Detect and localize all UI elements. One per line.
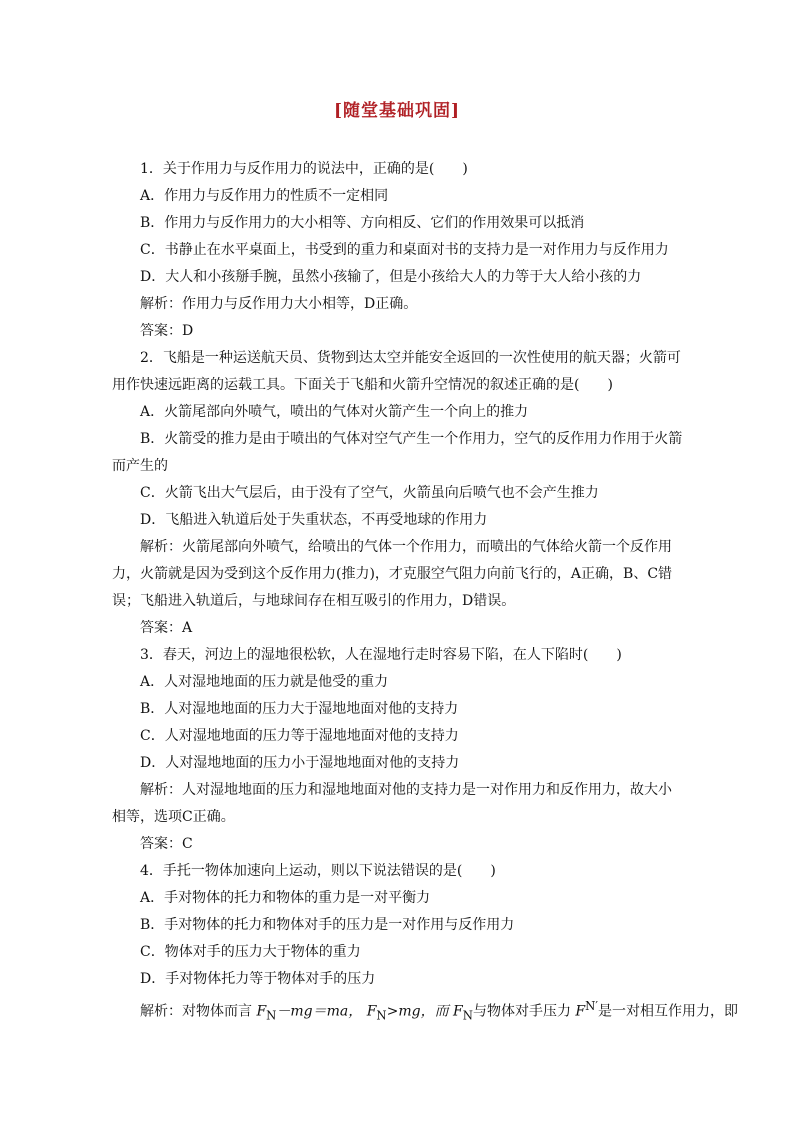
q2-answer: 答案：A xyxy=(140,620,193,636)
q3-answer: 答案：C xyxy=(140,836,193,852)
force-symbol: F xyxy=(453,1003,463,1020)
force-superscript: N′ xyxy=(585,999,598,1013)
q2-analysis-line2: 力，火箭就是因为受到这个反作用力(推力)，才克服空气阻力向前飞行的，A正确，B、C错 xyxy=(112,566,673,582)
analysis-end-text: 是一对相互作用力，即 xyxy=(597,1003,738,1020)
q4-option-b: B．手对物体的托力和物体对手的压力是一对作用与反作用力 xyxy=(140,917,515,933)
section-title: [随堂基础巩固] xyxy=(333,101,461,121)
q2-analysis-line1: 解析：火箭尾部向外喷气，给喷出的气体一个作用力，而喷出的气体给火箭一个反作用 xyxy=(140,539,672,555)
force-symbol: F xyxy=(575,1003,586,1020)
q2-option-a: A．火箭尾部向外喷气，喷出的气体对火箭产生一个向上的推力 xyxy=(140,404,529,420)
q3-option-b: B．人对湿地地面的压力大于湿地地面对他的支持力 xyxy=(140,701,459,717)
inequality-text: >mg，而 xyxy=(386,1003,449,1020)
force-symbol: F xyxy=(256,1003,267,1020)
q4-option-d: D．手对物体托力等于物体对手的压力 xyxy=(140,971,376,987)
q2-option-c: C．火箭飞出大气层后，由于没有了空气，火箭虽向后喷气也不会产生推力 xyxy=(140,485,599,501)
q3-stem: 3．春天，河边上的湿地很松软，人在湿地行走时容易下陷，在人下陷时( ) xyxy=(140,647,622,663)
q2-stem-line2: 用作快速远距离的运载工具。下面关于飞船和火箭升空情况的叙述正确的是( ) xyxy=(112,377,613,393)
q4-stem: 4．手托一物体加速向上运动，则以下说法错误的是( ) xyxy=(140,863,496,879)
q3-option-d: D．人对湿地地面的压力小于湿地地面对他的支持力 xyxy=(140,755,460,771)
q3-option-c: C．人对湿地地面的压力等于湿地地面对他的支持力 xyxy=(140,728,459,744)
q1-option-b: B．作用力与反作用力的大小相等、方向相反、它们的作用效果可以抵消 xyxy=(140,215,585,231)
q3-analysis-line2: 相等，选项C正确。 xyxy=(112,809,235,825)
q2-analysis-line3: 误；飞船进入轨道后，与地球间存在相互吸引的作用力，D错误。 xyxy=(112,593,516,609)
q4-option-c: C．物体对手的压力大于物体的重力 xyxy=(140,944,361,960)
analysis-mid-text: 与物体对手压力 xyxy=(472,1003,571,1020)
q2-option-d: D．飞船进入轨道后处于失重状态，不再受地球的作用力 xyxy=(140,512,488,528)
force-subscript: N xyxy=(266,1008,277,1023)
force-symbol: F xyxy=(366,1003,377,1020)
equation-text: －mg＝ma， xyxy=(276,1003,363,1020)
q2-option-b-line1: B．火箭受的推力是由于喷出的气体对空气产生一个作用力，空气的反作用力作用于火箭 xyxy=(140,431,683,447)
q1-stem: 1．关于作用力与反作用力的说法中，正确的是( ) xyxy=(140,161,468,177)
q3-analysis-line1: 解析：人对湿地地面的压力和湿地地面对他的支持力是一对作用力和反作用力，故大小 xyxy=(140,782,672,798)
force-subscript: N xyxy=(376,1008,387,1023)
q2-option-b-line2: 而产生的 xyxy=(112,458,168,474)
q1-option-c: C．书静止在水平桌面上，书受到的重力和桌面对书的支持力是一对作用力与反作用力 xyxy=(140,242,669,258)
q4-option-a: A．手对物体的托力和物体的重力是一对平衡力 xyxy=(140,890,431,906)
q1-option-d: D．大人和小孩掰手腕，虽然小孩输了，但是小孩给大人的力等于大人给小孩的力 xyxy=(140,269,642,285)
force-subscript: N xyxy=(462,1008,473,1023)
q4-analysis-label: 解析：对物体而言 xyxy=(140,1003,252,1020)
q1-option-a: A．作用力与反作用力的性质不一定相同 xyxy=(140,188,389,204)
q1-answer: 答案：D xyxy=(140,323,194,339)
q2-stem-line1: 2．飞船是一种运送航天员、货物到达太空并能安全返回的一次性使用的航天器；火箭可 xyxy=(140,350,681,366)
q1-analysis: 解析：作用力与反作用力大小相等，D正确。 xyxy=(140,296,418,312)
q3-option-a: A．人对湿地地面的压力就是他受的重力 xyxy=(140,674,389,690)
q4-analysis-line1 xyxy=(140,996,738,1025)
